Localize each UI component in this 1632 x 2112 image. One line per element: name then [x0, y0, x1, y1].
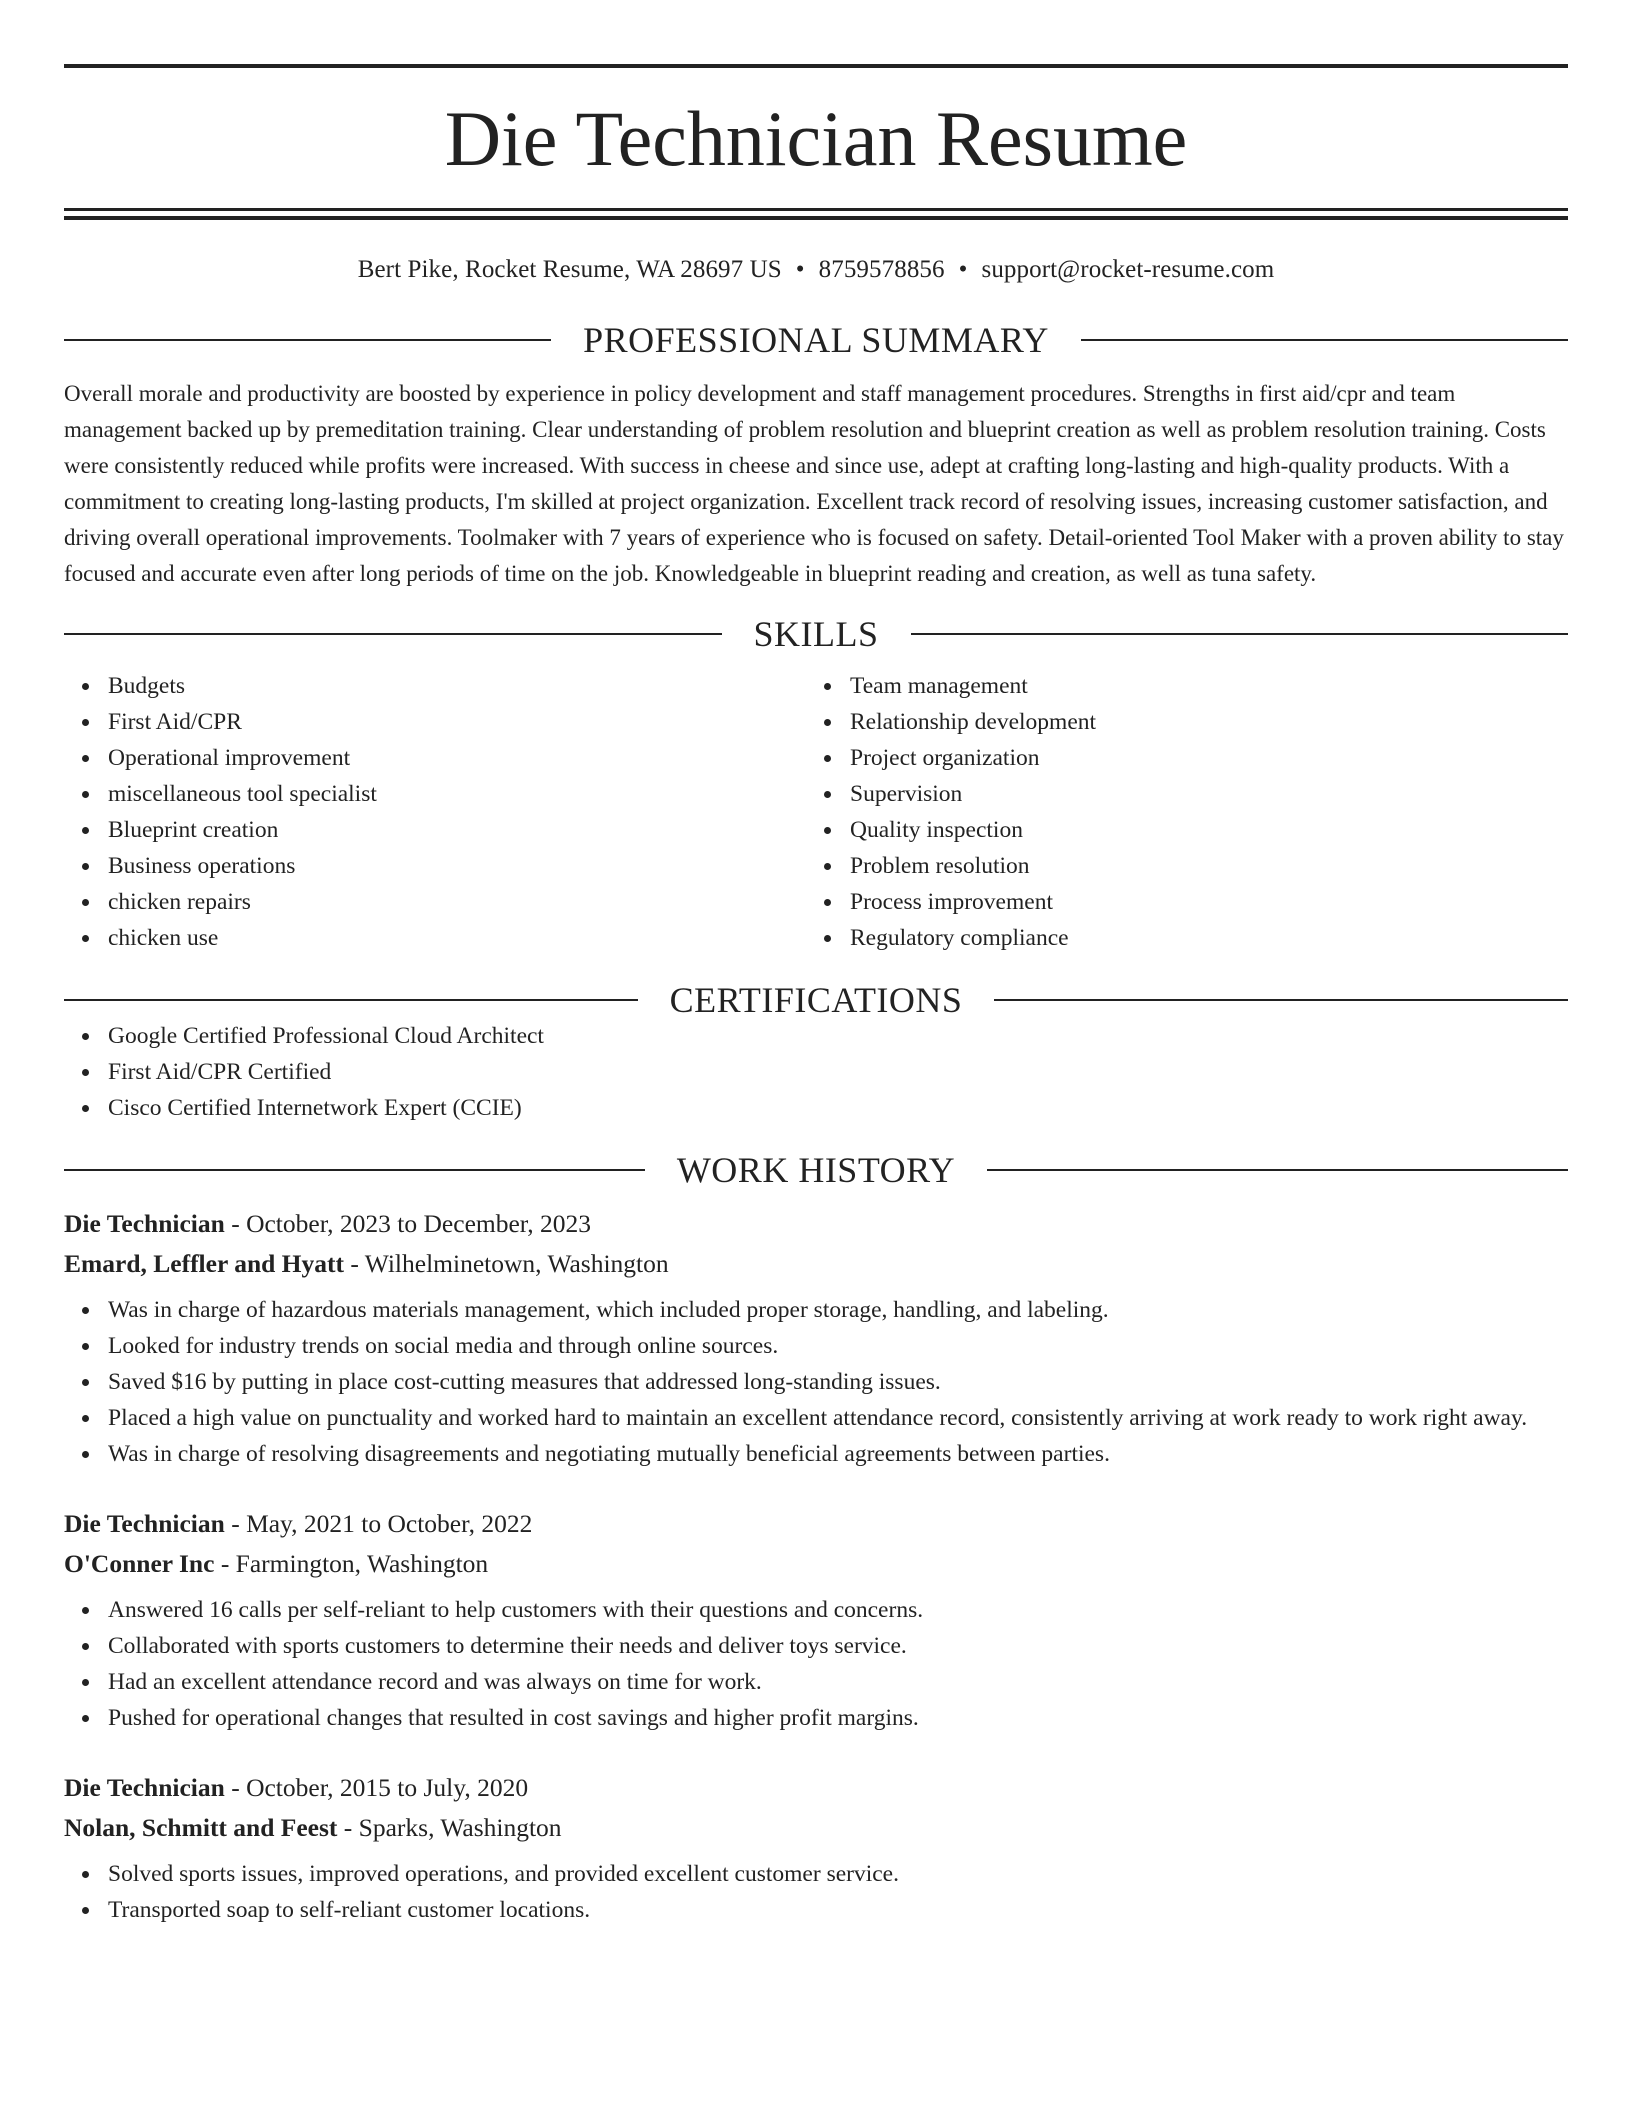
skill-item: chicken repairs: [108, 884, 806, 920]
job-title: Die Technician: [64, 1509, 225, 1538]
job-company-line: [64, 1544, 1568, 1584]
skill-item: Blueprint creation: [108, 812, 806, 848]
job-bullet: Saved $16 by putting in place cost-cutting measures that addressed long-standing issues.: [108, 1364, 1568, 1400]
skill-item: Regulatory compliance: [850, 920, 1548, 956]
skill-item: Team management: [850, 668, 1548, 704]
skill-item: chicken use: [108, 920, 806, 956]
job-location: - Sparks, Washington: [337, 1813, 562, 1842]
job-entry: [64, 1768, 1568, 1928]
section-heading-summary: [64, 322, 1568, 358]
section-heading-work-history: [64, 1152, 1568, 1188]
job-company: Nolan, Schmitt and Feest: [64, 1813, 338, 1842]
skill-item: First Aid/CPR: [108, 704, 806, 740]
skills-grid: [64, 668, 1568, 956]
section-rule: [987, 1169, 1568, 1171]
professional-summary: Overall morale and productivity are boosted by experience in policy development and staff management procedures. Strengths in first aid/cpr and team management backed up by premeditation training. Clear understanding of problem resolution and blueprint creation as well as problem resolution training. Costs were consistently reduced while profits were increased. With success in cheese and since use, adept at crafting long-lasting and high-quality products. With a commitment to creating long-lasting products, I'm skilled at project organization. Excellent track record of resolving issues, increasing customer satisfaction, and driving overall operational improvements. Toolmaker with 7 years of experience who is focused on safety. Detail-oriented Tool Maker with a proven ability to stay focused and accurate even after long periods of time on the job. Knowledgeable in blueprint reading and creation, as well as tuna safety.: [64, 381, 1564, 586]
job-dates: - October, 2023 to December, 2023: [224, 1209, 592, 1238]
job-bullet: Looked for industry trends on social media and through online sources.: [108, 1328, 1568, 1364]
skill-item: Budgets: [108, 668, 806, 704]
skill-item: Project organization: [850, 740, 1548, 776]
skills-list-left: [64, 668, 806, 956]
job-entry: [64, 1504, 1568, 1736]
job-bullets: [64, 1292, 1568, 1472]
contact-separator: •: [795, 256, 805, 283]
resume-page: [64, 64, 1568, 1928]
job-title-line: [64, 1768, 1568, 1808]
certification-item: Cisco Certified Internetwork Expert (CCIE): [108, 1090, 1568, 1126]
job-bullets: [64, 1856, 1568, 1928]
section-title: PROFESSIONAL SUMMARY: [583, 320, 1049, 360]
job-location: - Farmington, Washington: [214, 1549, 489, 1578]
skill-item: Problem resolution: [850, 848, 1548, 884]
job-bullet: Was in charge of hazardous materials management, which included proper storage, handling, and labeling.: [108, 1292, 1568, 1328]
skill-item: Quality inspection: [850, 812, 1548, 848]
job-company-line: [64, 1808, 1568, 1848]
skill-item: miscellaneous tool specialist: [108, 776, 806, 812]
skill-item: Operational improvement: [108, 740, 806, 776]
job-bullet: Pushed for operational changes that resulted in cost savings and higher profit margins.: [108, 1700, 1568, 1736]
section-rule: [64, 633, 722, 635]
job-title: Die Technician: [64, 1209, 225, 1238]
skills-column-left: [64, 668, 806, 956]
certifications-list: [64, 1018, 1568, 1126]
skills-list-right: [806, 668, 1548, 956]
job-dates: - October, 2015 to July, 2020: [224, 1773, 529, 1802]
section-rule: [1081, 339, 1568, 341]
section-rule: [64, 999, 638, 1001]
job-title: Die Technician: [64, 1773, 225, 1802]
job-company-line: [64, 1244, 1568, 1284]
section-rule: [64, 339, 551, 341]
skill-item: Process improvement: [850, 884, 1548, 920]
section-title: WORK HISTORY: [676, 1150, 956, 1190]
job-bullets: [64, 1592, 1568, 1736]
section-rule: [911, 633, 1569, 635]
job-title-line: [64, 1504, 1568, 1544]
section-heading-certifications: [64, 982, 1568, 1018]
job-location: - Wilhelminetown, Washington: [344, 1249, 669, 1278]
contact-phone: 8759578856: [818, 256, 945, 283]
contact-name-address: Bert Pike, Rocket Resume, WA 28697 US: [357, 256, 782, 283]
skills-column-right: [806, 668, 1548, 956]
job-bullet: Had an excellent attendance record and was always on time for work.: [108, 1664, 1568, 1700]
job-bullet: Solved sports issues, improved operations, and provided excellent customer service.: [108, 1856, 1568, 1892]
job-dates: - May, 2021 to October, 2022: [224, 1509, 533, 1538]
job-company: O'Conner Inc: [64, 1549, 215, 1578]
job-company: Emard, Leffler and Hyatt: [64, 1249, 345, 1278]
top-rule: [64, 64, 1568, 68]
work-history-list: [64, 1204, 1568, 1928]
section-title: SKILLS: [753, 614, 879, 654]
contact-separator: •: [958, 256, 968, 283]
title-double-rule: [64, 208, 1568, 220]
section-heading-skills: [64, 616, 1568, 652]
skill-item: Relationship development: [850, 704, 1548, 740]
section-title: CERTIFICATIONS: [669, 980, 963, 1020]
skill-item: Supervision: [850, 776, 1548, 812]
page-title: Die Technician Resume: [444, 95, 1188, 182]
contact-email[interactable]: support@rocket-resume.com: [981, 256, 1275, 283]
certification-item: First Aid/CPR Certified: [108, 1054, 1568, 1090]
job-title-line: [64, 1204, 1568, 1244]
job-bullet: Transported soap to self-reliant customer locations.: [108, 1892, 1568, 1928]
section-rule: [994, 999, 1568, 1001]
job-bullet: Collaborated with sports customers to determine their needs and deliver toys service.: [108, 1628, 1568, 1664]
job-bullet: Answered 16 calls per self-reliant to help customers with their questions and concerns.: [108, 1592, 1568, 1628]
job-bullet: Placed a high value on punctuality and worked hard to maintain an excellent attendance record, consistently arriving at work ready to work right away.: [108, 1400, 1568, 1436]
section-rule: [64, 1169, 645, 1171]
skill-item: Business operations: [108, 848, 806, 884]
job-bullet: Was in charge of resolving disagreements and negotiating mutually beneficial agreements between parties.: [108, 1436, 1568, 1472]
job-entry: [64, 1204, 1568, 1472]
certification-item: Google Certified Professional Cloud Architect: [108, 1018, 1568, 1054]
contact-line: [64, 256, 1568, 284]
